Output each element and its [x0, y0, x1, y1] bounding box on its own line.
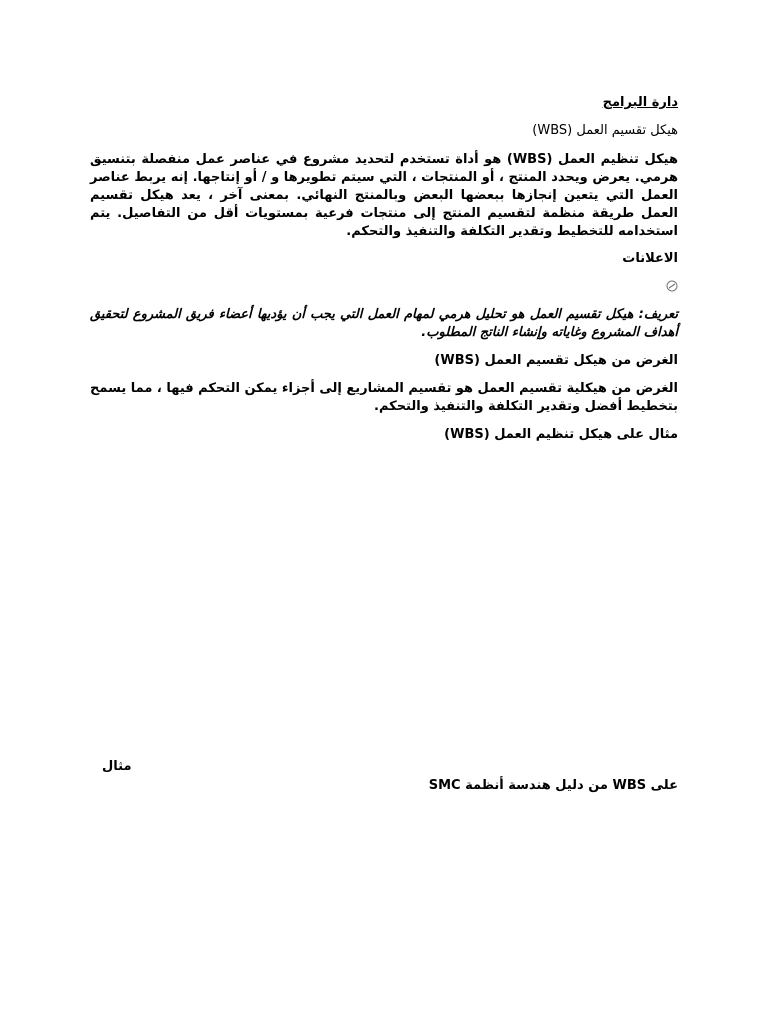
intro-paragraph: هيكل تنظيم العمل (WBS) هو أداة تستخدم لتحديد مشروع في عناصر عمل منفصلة بتنسيق هرمي. يعرض ويحدد المنتج ، أو المنتجات ، التي سيتم تطويرها و / أو إنتاجها. إنه يربط عناصر العمل التي يتعين إنجازها ببعضها البعض وبالمنتج النهائي. بمعنى آخر ، يعد هيكل تقسيم العمل طريقة منظمة لتقسيم المنتج إلى منتجات فرعية بمستويات أقل من التفاصيل. يتم استخدامه للتخطيط وتقدير التكلفة والتنفيذ والتحكم.: [90, 152, 678, 239]
example-caption: على WBS من دليل هندسة أنظمة SMC: [428, 778, 678, 793]
no-entry-icon: [666, 277, 678, 289]
document-subtitle: هيكل تقسيم العمل (WBS): [532, 123, 678, 138]
document-heading: دارة البرامج: [602, 95, 678, 110]
example-heading: مثال على هيكل تنظيم العمل (WBS): [444, 427, 678, 442]
purpose-heading: الغرض من هيكل تقسيم العمل (WBS): [434, 353, 678, 368]
definition-paragraph: تعريف: هيكل تقسيم العمل هو تحليل هرمي لمهام العمل التي يجب أن يؤديها أعضاء فريق المشروع لتحقيق أهداف المشروع وغاياته وإنشاء الناتج المطلوب.: [90, 307, 678, 340]
purpose-paragraph: الغرض من هيكلية تقسيم العمل هو تقسيم المشاريع إلى أجزاء يمكن التحكم فيها ، مما يسمح بتخطيط أفضل وتقدير التكلفة والتنفيذ والتحكم.: [90, 381, 678, 414]
example-left-label: مثال: [102, 759, 132, 774]
announcements-label: الاعلانات: [622, 251, 678, 266]
